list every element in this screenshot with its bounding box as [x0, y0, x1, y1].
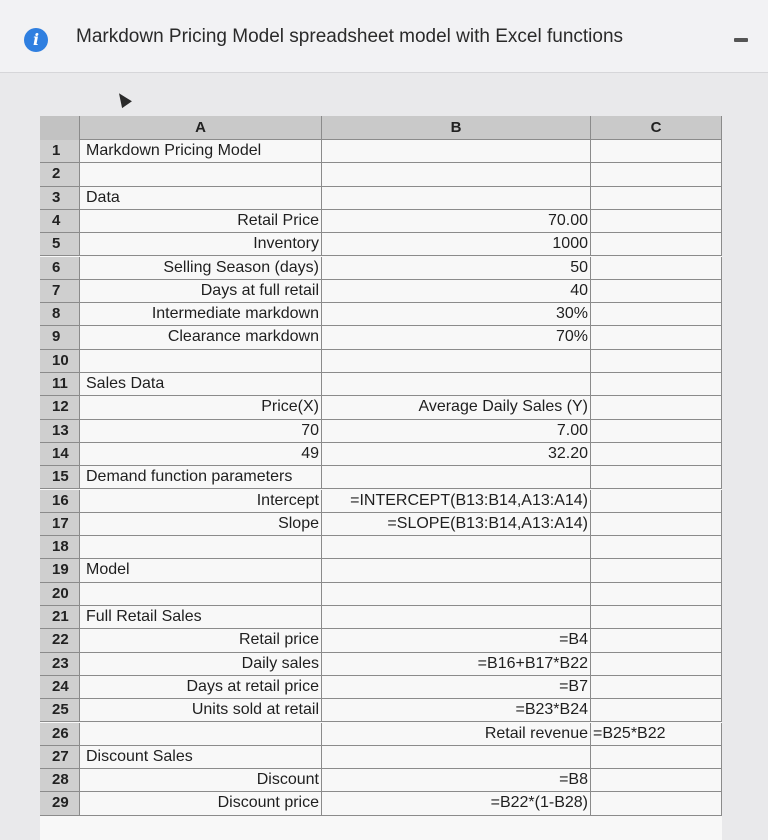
column-header-c[interactable]: C: [591, 116, 722, 140]
table-row: [40, 233, 722, 256]
row-header[interactable]: 25: [40, 699, 80, 721]
table-row: [40, 653, 722, 676]
table-row: [40, 210, 722, 233]
row-header[interactable]: 10: [40, 350, 80, 372]
cell-c[interactable]: [591, 257, 722, 279]
row-header[interactable]: 11: [40, 373, 80, 395]
cell-a[interactable]: [80, 350, 322, 372]
row-header[interactable]: 9: [40, 326, 80, 348]
cell-b[interactable]: =B22*(1-B28): [322, 792, 591, 814]
cell-b[interactable]: [322, 606, 591, 628]
row-header[interactable]: 1: [40, 140, 80, 162]
cell-a[interactable]: Retail price: [80, 629, 322, 651]
cell-c[interactable]: [591, 629, 722, 651]
cell-c[interactable]: [591, 746, 722, 768]
row-header[interactable]: 15: [40, 466, 80, 488]
cell-a[interactable]: Full Retail Sales: [80, 606, 322, 628]
cell-c[interactable]: [591, 420, 722, 442]
cell-a[interactable]: Sales Data: [80, 373, 322, 395]
table-row: [40, 187, 722, 210]
row-header[interactable]: 16: [40, 490, 80, 512]
cell-a[interactable]: [80, 583, 322, 605]
cell-b[interactable]: 1000: [322, 233, 591, 255]
table-row: [40, 350, 722, 373]
cell-c[interactable]: [591, 676, 722, 698]
cell-c[interactable]: [591, 140, 722, 162]
column-headers: [40, 116, 722, 140]
cell-a[interactable]: Discount: [80, 769, 322, 791]
table-row: [40, 140, 722, 163]
table-row: [40, 699, 722, 722]
table-row: [40, 606, 722, 629]
table-row: [40, 769, 722, 792]
info-icon[interactable]: i: [24, 28, 48, 52]
cell-c[interactable]: [591, 350, 722, 372]
cell-a[interactable]: Discount Sales: [80, 746, 322, 768]
cell-b[interactable]: [322, 373, 591, 395]
cell-a[interactable]: Daily sales: [80, 653, 322, 675]
column-header-a[interactable]: A: [80, 116, 322, 140]
window-title: Markdown Pricing Model spreadsheet model with Excel functions: [76, 26, 624, 47]
cell-c[interactable]: [591, 373, 722, 395]
minimize-icon[interactable]: [734, 38, 748, 42]
cell-a[interactable]: Days at full retail: [80, 280, 322, 302]
cell-c[interactable]: [591, 769, 722, 791]
table-row: [40, 257, 722, 280]
cell-b[interactable]: [322, 559, 591, 581]
table-row: [40, 373, 722, 396]
row-header[interactable]: 7: [40, 280, 80, 302]
select-all-corner[interactable]: [40, 116, 80, 140]
row-header[interactable]: 8: [40, 303, 80, 325]
column-header-b[interactable]: B: [322, 116, 591, 140]
cell-b[interactable]: 7.00: [322, 420, 591, 442]
cell-b[interactable]: Retail revenue: [322, 723, 591, 745]
cell-b[interactable]: =B7: [322, 676, 591, 698]
table-row: [40, 746, 722, 769]
cell-b[interactable]: [322, 350, 591, 372]
row-header[interactable]: 20: [40, 583, 80, 605]
table-row: [40, 280, 722, 303]
cell-a[interactable]: Discount price: [80, 792, 322, 814]
cell-a[interactable]: Model: [80, 559, 322, 581]
row-header[interactable]: 4: [40, 210, 80, 232]
row-header[interactable]: 27: [40, 746, 80, 768]
cell-c[interactable]: [591, 303, 722, 325]
table-row: [40, 163, 722, 186]
cell-a[interactable]: [80, 163, 322, 185]
cell-c[interactable]: [591, 792, 722, 814]
cell-a[interactable]: Days at retail price: [80, 676, 322, 698]
cell-b[interactable]: 32.20: [322, 443, 591, 465]
cell-c[interactable]: =B25*B22: [591, 723, 722, 745]
cell-a[interactable]: Units sold at retail: [80, 699, 322, 721]
row-header[interactable]: 3: [40, 187, 80, 209]
table-row: [40, 490, 722, 513]
cell-b[interactable]: 50: [322, 257, 591, 279]
table-row: [40, 396, 722, 419]
row-header[interactable]: 13: [40, 420, 80, 442]
cell-b[interactable]: 30%: [322, 303, 591, 325]
cell-a[interactable]: Inventory: [80, 233, 322, 255]
spreadsheet[interactable]: [40, 116, 722, 840]
cell-a[interactable]: Clearance markdown: [80, 326, 322, 348]
cell-b[interactable]: [322, 583, 591, 605]
row-header[interactable]: 24: [40, 676, 80, 698]
cell-b[interactable]: 40: [322, 280, 591, 302]
cell-b[interactable]: =INTERCEPT(B13:B14,A13:A14): [322, 490, 591, 512]
cell-c[interactable]: [591, 536, 722, 558]
cell-c[interactable]: [591, 396, 722, 418]
cell-c[interactable]: [591, 513, 722, 535]
cell-b[interactable]: =B8: [322, 769, 591, 791]
table-row: [40, 420, 722, 443]
cell-a[interactable]: [80, 723, 322, 745]
cell-b[interactable]: [322, 746, 591, 768]
table-row: [40, 326, 722, 349]
cell-b[interactable]: [322, 140, 591, 162]
cell-a[interactable]: Demand function parameters: [80, 466, 322, 488]
row-header[interactable]: 28: [40, 769, 80, 791]
cell-b[interactable]: 70.00: [322, 210, 591, 232]
cell-a[interactable]: Data: [80, 187, 322, 209]
cell-c[interactable]: [591, 280, 722, 302]
cell-c[interactable]: [591, 233, 722, 255]
table-row: [40, 676, 722, 699]
row-header[interactable]: 14: [40, 443, 80, 465]
cell-c[interactable]: [591, 466, 722, 488]
cell-a[interactable]: Selling Season (days): [80, 257, 322, 279]
cell-b[interactable]: =B4: [322, 629, 591, 651]
cell-b[interactable]: [322, 466, 591, 488]
cell-a[interactable]: 49: [80, 443, 322, 465]
row-header[interactable]: 6: [40, 257, 80, 279]
cell-c[interactable]: [591, 559, 722, 581]
cell-b[interactable]: [322, 187, 591, 209]
table-row: [40, 629, 722, 652]
row-header[interactable]: 12: [40, 396, 80, 418]
row-header[interactable]: 19: [40, 559, 80, 581]
row-header[interactable]: 17: [40, 513, 80, 535]
cell-c[interactable]: [591, 187, 722, 209]
cell-a[interactable]: 70: [80, 420, 322, 442]
cell-c[interactable]: [591, 163, 722, 185]
table-row: [40, 583, 722, 606]
table-row: [40, 513, 722, 536]
cell-b[interactable]: =B23*B24: [322, 699, 591, 721]
mouse-cursor-icon: [114, 90, 132, 108]
cell-c[interactable]: [591, 699, 722, 721]
cell-a[interactable]: Markdown Pricing Model: [80, 140, 322, 162]
cell-b[interactable]: [322, 536, 591, 558]
cell-c[interactable]: [591, 583, 722, 605]
cell-c[interactable]: [591, 653, 722, 675]
window-titlebar: [0, 0, 768, 73]
cell-a[interactable]: Slope: [80, 513, 322, 535]
cell-b[interactable]: =B16+B17*B22: [322, 653, 591, 675]
cell-b[interactable]: [322, 163, 591, 185]
cell-c[interactable]: [591, 490, 722, 512]
table-row: [40, 536, 722, 559]
cell-a[interactable]: Intermediate markdown: [80, 303, 322, 325]
cell-a[interactable]: [80, 536, 322, 558]
cell-b[interactable]: 70%: [322, 326, 591, 348]
cell-c[interactable]: [591, 443, 722, 465]
row-header[interactable]: 5: [40, 233, 80, 255]
cell-b[interactable]: =SLOPE(B13:B14,A13:A14): [322, 513, 591, 535]
table-row: [40, 792, 722, 815]
row-header[interactable]: 29: [40, 792, 80, 814]
cell-c[interactable]: [591, 326, 722, 348]
row-header[interactable]: 22: [40, 629, 80, 651]
row-header[interactable]: 23: [40, 653, 80, 675]
row-header[interactable]: 21: [40, 606, 80, 628]
cell-c[interactable]: [591, 210, 722, 232]
table-row: [40, 303, 722, 326]
row-header[interactable]: 18: [40, 536, 80, 558]
cell-a[interactable]: Intercept: [80, 490, 322, 512]
cell-c[interactable]: [591, 606, 722, 628]
table-row: [40, 466, 722, 489]
row-header[interactable]: 26: [40, 723, 80, 745]
table-row: [40, 559, 722, 582]
cell-b[interactable]: Average Daily Sales (Y): [322, 396, 591, 418]
cell-a[interactable]: Retail Price: [80, 210, 322, 232]
row-header[interactable]: 2: [40, 163, 80, 185]
cell-a[interactable]: Price(X): [80, 396, 322, 418]
table-row: [40, 723, 722, 746]
table-row: [40, 443, 722, 466]
